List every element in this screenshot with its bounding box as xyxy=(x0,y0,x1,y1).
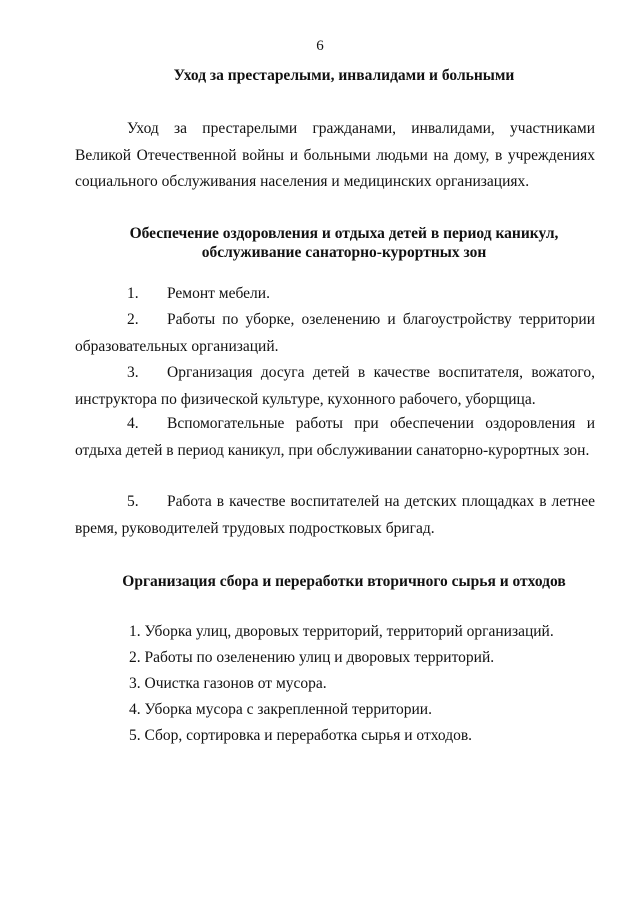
section-1-title: Уход за престарелыми, инвалидами и больными xyxy=(173,67,515,84)
item-number: 1. xyxy=(127,285,139,302)
section-3-item-5: 5. Сбор, сортировка и переработка сырья и отходов. xyxy=(129,727,473,744)
item-number: 4. xyxy=(127,415,139,432)
section-1-paragraph: Уход за престарелыми гражданами, инвалидами, участниками Великой Отечественной войны и больными людьми на дому, в учреждениях социального обслуживания населения и медицинских организациях. xyxy=(75,120,595,190)
section-3-title: Организация сбора и переработки вторичного сырья и отходов xyxy=(122,573,566,590)
item-number: 2. xyxy=(127,311,139,328)
section-2-title-line-1: Обеспечение оздоровления и отдыха детей в период каникул, xyxy=(129,225,559,242)
section-2-item-2 xyxy=(75,307,595,360)
section-3-item-1: 1. Уборка улиц, дворовых территорий, территорий организаций. xyxy=(129,623,554,640)
section-2-title xyxy=(90,224,598,262)
item-text: Организация досуга детей в качестве воспитателя, вожатого, инструктора по физической культуре, кухонного рабочего, уборщица. xyxy=(75,364,595,408)
item-text: Работы по уборке, озеленению и благоустройству территории образовательных организаций. xyxy=(75,311,595,355)
item-text: Работа в качестве воспитателей на детских площадках в летнее время, руководителей трудовых подростковых бригад. xyxy=(75,493,595,537)
section-2-item-1 xyxy=(75,281,595,308)
item-text: Ремонт мебели. xyxy=(167,285,270,302)
section-2-item-4 xyxy=(75,411,595,464)
item-text: Вспомогательные работы при обеспечении оздоровления и отдыха детей в период каникул, при обслуживании санаторно-курортных зон. xyxy=(75,415,595,459)
section-3-item-3: 3. Очистка газонов от мусора. xyxy=(129,675,327,692)
section-2-item-3 xyxy=(75,360,595,413)
section-2-title-line-2: обслуживание санаторно-курортных зон xyxy=(201,244,487,261)
section-3-item-4: 4. Уборка мусора с закрепленной территории. xyxy=(129,701,432,718)
item-number: 3. xyxy=(127,364,139,381)
item-number: 5. xyxy=(127,493,139,510)
section-2-item-5 xyxy=(75,489,595,542)
section-3-item-2: 2. Работы по озеленению улиц и дворовых территорий. xyxy=(129,649,495,666)
page-number: 6 xyxy=(316,38,324,54)
